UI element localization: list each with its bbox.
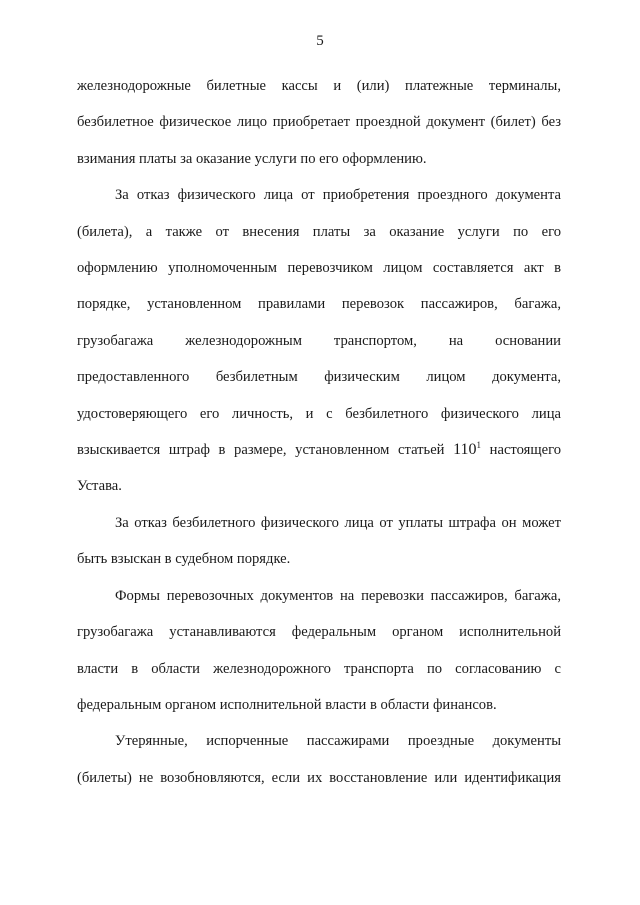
text-line: удостоверяющего его личность, и с безбилетного физического лица	[77, 405, 561, 422]
text-line: Формы перевозочных документов на перевозки пассажиров, багажа,	[115, 587, 561, 604]
paragraph-2	[77, 177, 561, 505]
text-line: оформлению уполномоченным перевозчиком лицом составляется акт в	[77, 260, 561, 277]
text-line: грузобагажа железнодорожным транспортом, на основании	[77, 332, 561, 349]
text-line: железнодорожные билетные кассы и (или) платежные терминалы,	[77, 78, 561, 94]
article-number: 110	[453, 441, 477, 459]
text-fragment: настоящего	[489, 442, 561, 459]
text-line-with-article	[77, 432, 561, 468]
text-line: быть взыскан в судебном порядке.	[77, 551, 291, 568]
text-line: Утерянные, испорченные пассажирами проездные документы	[115, 733, 561, 750]
text-line: федеральным органом исполнительной власти в области финансов.	[77, 696, 497, 713]
page-number: 5	[316, 33, 324, 49]
text-line: грузобагажа устанавливаются федеральным органом исполнительной	[77, 624, 561, 641]
text-line: взимания платы за оказание услуги по его оформлению.	[77, 150, 427, 167]
text-line: порядке, установленном правилами перевозок пассажиров, багажа,	[77, 296, 561, 313]
text-fragment: взыскивается штраф в размере, установленном статьей	[77, 442, 445, 459]
paragraph-4	[77, 578, 561, 724]
article-superscript: 1	[476, 440, 482, 451]
paragraph-1	[77, 68, 561, 177]
text-line: За отказ безбилетного физического лица от уплаты штрафа он может	[115, 514, 561, 531]
document-body	[77, 68, 561, 796]
paragraph-5	[77, 723, 561, 796]
text-line: Устава.	[77, 478, 122, 495]
text-line: За отказ физического лица от приобретения проездного документа	[115, 187, 561, 204]
text-line: безбилетное физическое лицо приобретает проездной документ (билет) без	[77, 114, 561, 131]
paragraph-3	[77, 505, 561, 578]
text-line: власти в области железнодорожного транспорта по согласованию с	[77, 660, 561, 677]
text-line: (билета), а также от внесения платы за оказание услуги по его	[77, 223, 561, 240]
text-line: предоставленного безбилетным физическим лицом документа,	[77, 369, 561, 386]
text-line: (билеты) не возобновляются, если их восстановление или идентификация	[77, 769, 561, 786]
